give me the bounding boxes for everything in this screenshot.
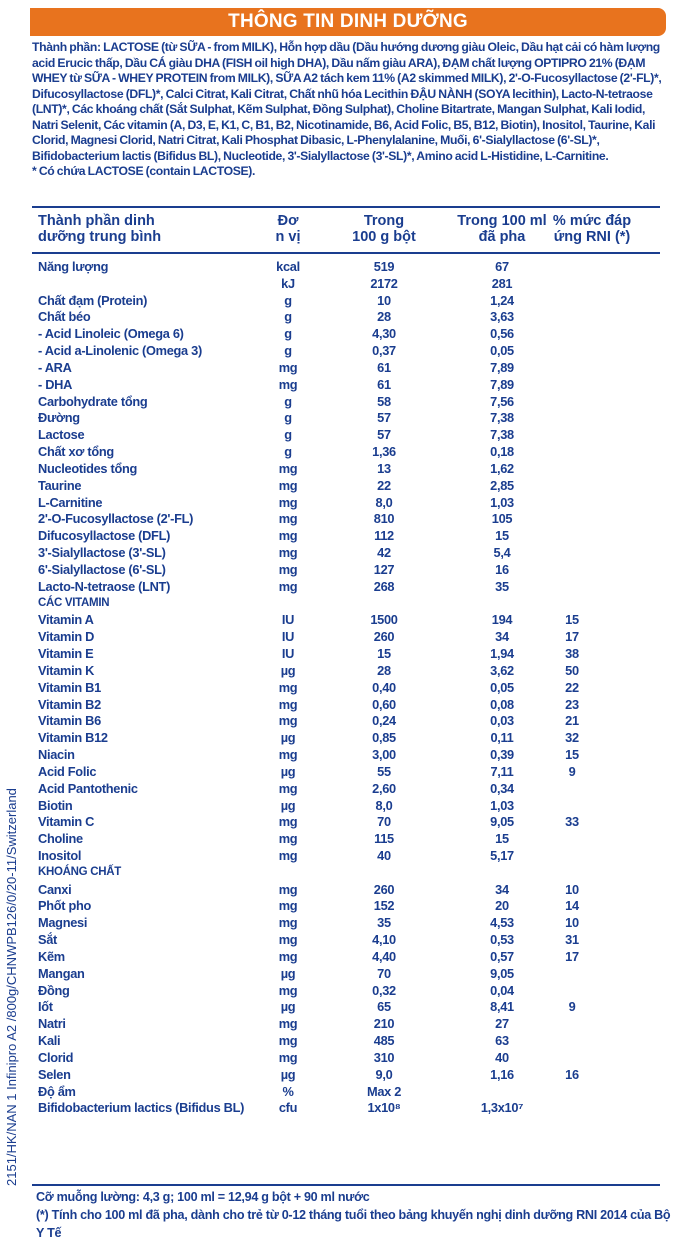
per-100ml-cell: 105 bbox=[491, 511, 513, 527]
unit-cell: g bbox=[284, 343, 292, 359]
nutrient-name: Iốt bbox=[38, 999, 53, 1015]
per-100g-cell: 0,60 bbox=[372, 696, 396, 712]
per-100g-cell: 0,40 bbox=[372, 679, 396, 695]
per-100ml-cell: 15 bbox=[495, 528, 509, 544]
nutrient-name: Clorid bbox=[38, 1049, 74, 1065]
per-100g-cell: 210 bbox=[373, 1016, 395, 1032]
nutrient-name: Chất xơ tổng bbox=[38, 444, 114, 460]
unit-cell: µg bbox=[280, 662, 296, 678]
per-100g-cell: 70 bbox=[377, 965, 391, 981]
rni-cell: 15 bbox=[565, 612, 579, 628]
header-per-100g: Trong 100 g bột bbox=[352, 213, 416, 245]
unit-cell: mg bbox=[278, 511, 298, 527]
unit-cell: cfu bbox=[278, 1100, 298, 1116]
nutrient-name: Difucosyllactose (DFL) bbox=[38, 528, 171, 544]
table-row bbox=[32, 578, 660, 595]
nutrient-name: Phốt pho bbox=[38, 898, 92, 914]
unit-cell: g bbox=[284, 393, 292, 409]
table-row bbox=[32, 544, 660, 561]
per-100g-cell: 40 bbox=[377, 847, 391, 863]
table-row bbox=[32, 1083, 660, 1100]
per-100g-cell: 112 bbox=[374, 528, 394, 544]
nutrient-name: Carbohydrate tổng bbox=[38, 393, 148, 409]
ingredients-block bbox=[32, 40, 668, 180]
per-100ml-cell: 5,17 bbox=[490, 847, 514, 863]
unit-cell: mg bbox=[278, 898, 298, 914]
per-100ml-cell: 0,08 bbox=[490, 696, 514, 712]
nutrient-name: Đồng bbox=[38, 982, 70, 998]
rni-cell: 32 bbox=[565, 730, 579, 746]
nutrient-name: Vitamin C bbox=[38, 814, 95, 830]
per-100g-cell: 260 bbox=[373, 629, 395, 645]
per-100g-cell: 1500 bbox=[370, 612, 398, 628]
per-100g-cell: 4,40 bbox=[372, 948, 396, 964]
per-100g-cell: Max 2 bbox=[366, 1083, 402, 1099]
nutrient-name: Selen bbox=[38, 1066, 71, 1082]
table-row bbox=[32, 998, 660, 1015]
table-row bbox=[32, 645, 660, 662]
table-row bbox=[32, 325, 660, 342]
per-100ml-cell: 15 bbox=[495, 831, 509, 847]
table-row bbox=[32, 443, 660, 460]
table-row bbox=[32, 460, 660, 477]
table-row bbox=[32, 1049, 660, 1066]
per-100g-cell: 0,85 bbox=[372, 730, 396, 746]
nutrient-name: Kali bbox=[38, 1033, 61, 1049]
per-100g-cell: 15 bbox=[377, 646, 391, 662]
table-row bbox=[32, 1015, 660, 1032]
per-100ml-cell: 1,24 bbox=[490, 292, 514, 308]
unit-cell: mg bbox=[278, 847, 298, 863]
table-row bbox=[32, 342, 660, 359]
nutrient-name: 3'-Sialyllactose (3'-SL) bbox=[38, 545, 166, 561]
table-row bbox=[32, 561, 660, 578]
per-100ml-cell: 281 bbox=[491, 275, 513, 291]
unit-cell: mg bbox=[278, 1033, 298, 1049]
table-row bbox=[32, 258, 660, 275]
per-100g-cell: 2,60 bbox=[372, 780, 396, 796]
table-row bbox=[32, 830, 660, 847]
per-100ml-cell: 1,03 bbox=[490, 797, 514, 813]
per-100ml-cell: 1,94 bbox=[490, 646, 514, 662]
nutrient-name: Acid Folic bbox=[38, 763, 97, 779]
unit-cell: mg bbox=[278, 528, 298, 544]
per-100g-cell: 115 bbox=[374, 831, 394, 847]
nutrient-name: - Acid a-Linolenic (Omega 3) bbox=[38, 343, 202, 359]
rni-cell: 22 bbox=[565, 679, 579, 695]
unit-cell: g bbox=[284, 427, 292, 443]
per-100g-cell: 1,36 bbox=[372, 444, 396, 460]
table-row bbox=[32, 679, 660, 696]
per-100ml-cell: 0,39 bbox=[490, 747, 514, 763]
header-rni: % mức đáp ứng RNI (*) bbox=[552, 213, 632, 245]
rni-cell: 16 bbox=[565, 1066, 579, 1082]
nutrient-name: Vitamin B12 bbox=[38, 730, 108, 746]
per-100ml-cell: 0,56 bbox=[490, 326, 514, 342]
table-row bbox=[32, 897, 660, 914]
per-100ml-cell: 0,05 bbox=[490, 679, 514, 695]
per-100ml-cell: 0,03 bbox=[490, 713, 514, 729]
per-100ml-cell: 0,04 bbox=[490, 982, 514, 998]
nutrient-name: CÁC VITAMIN bbox=[38, 596, 110, 609]
per-100ml-cell: 3,62 bbox=[490, 662, 514, 678]
per-100g-cell: 310 bbox=[373, 1049, 395, 1065]
unit-cell: mg bbox=[278, 376, 298, 392]
per-100ml-cell: 34 bbox=[495, 881, 509, 897]
per-100g-cell: 28 bbox=[377, 309, 391, 325]
per-100g-cell: 57 bbox=[377, 427, 391, 443]
per-100ml-cell: 1,03 bbox=[490, 494, 514, 510]
per-100g-cell: 3,00 bbox=[372, 747, 396, 763]
unit-cell: µg bbox=[280, 1066, 296, 1082]
nutrient-name: Choline bbox=[38, 831, 83, 847]
per-100ml-cell: 0,34 bbox=[490, 780, 514, 796]
per-100g-cell: 268 bbox=[373, 578, 395, 594]
section-row bbox=[32, 864, 660, 881]
nutrient-name: Vitamin A bbox=[38, 612, 94, 628]
unit-cell: mg bbox=[278, 1016, 298, 1032]
per-100g-cell: 127 bbox=[373, 561, 395, 577]
nutrient-name: L-Carnitine bbox=[38, 494, 103, 510]
table-row bbox=[32, 628, 660, 645]
table-row bbox=[32, 948, 660, 965]
table-row bbox=[32, 275, 660, 292]
rni-cell: 33 bbox=[565, 814, 579, 830]
unit-cell: mg bbox=[278, 359, 298, 375]
nutrient-name: Taurine bbox=[38, 477, 82, 493]
table-row bbox=[32, 1099, 660, 1116]
per-100ml-cell: 1,16 bbox=[490, 1066, 514, 1082]
unit-cell: g bbox=[284, 309, 292, 325]
table-row bbox=[32, 813, 660, 830]
nutrient-name: 6'-Sialyllactose (6'-SL) bbox=[38, 561, 166, 577]
per-100g-cell: 0,32 bbox=[372, 982, 396, 998]
nutrient-name: Vitamin B2 bbox=[38, 696, 101, 712]
nutrition-banner bbox=[30, 8, 666, 36]
rni-cell: 21 bbox=[565, 713, 579, 729]
unit-cell: mg bbox=[278, 494, 298, 510]
per-100ml-cell: 7,38 bbox=[490, 410, 514, 426]
per-100ml-cell: 8,41 bbox=[490, 999, 514, 1015]
nutrient-name: Vitamin B1 bbox=[38, 679, 101, 695]
per-100g-cell: 0,24 bbox=[372, 713, 396, 729]
unit-cell: IU bbox=[281, 646, 295, 662]
table-row bbox=[32, 662, 660, 679]
per-100ml-cell: 67 bbox=[495, 259, 509, 274]
nutrient-name: Lacto-N-tetraose (LNT) bbox=[38, 578, 171, 594]
per-100g-cell: 65 bbox=[377, 999, 391, 1015]
nutrient-name: Bifidobacterium lactics (Bifidus BL) bbox=[38, 1100, 245, 1116]
nutrient-name: Biotin bbox=[38, 797, 73, 813]
footer bbox=[36, 1184, 672, 1242]
nutrient-name: Acid Pantothenic bbox=[38, 780, 138, 796]
rni-cell: 17 bbox=[565, 629, 579, 645]
nutrient-name: Vitamin E bbox=[38, 646, 94, 662]
rni-cell: 31 bbox=[565, 932, 579, 948]
per-100ml-cell: 16 bbox=[495, 561, 509, 577]
nutrient-name: Natri bbox=[38, 1016, 66, 1032]
per-100g-cell: 260 bbox=[373, 881, 395, 897]
table-row bbox=[32, 477, 660, 494]
banner-title: THÔNG TIN DINH DƯỠNG bbox=[228, 11, 468, 32]
unit-cell: % bbox=[282, 1083, 294, 1099]
nutrient-name: Mangan bbox=[38, 965, 85, 981]
unit-cell: µg bbox=[280, 763, 296, 779]
per-100g-cell: 57 bbox=[377, 410, 391, 426]
nutrient-name: Vitamin B6 bbox=[38, 713, 101, 729]
per-100g-cell: 61 bbox=[377, 376, 391, 392]
rni-cell: 15 bbox=[565, 747, 579, 763]
table-row bbox=[32, 1066, 660, 1083]
per-100ml-cell: 7,56 bbox=[490, 393, 514, 409]
per-100g-cell: 10 bbox=[377, 292, 391, 308]
side-product-code: 2151/HK/NAN 1 Infinipro A2 /800g/CHNWPB126/0/20-11/Switzerland bbox=[4, 788, 19, 1186]
nutrient-name: - DHA bbox=[38, 376, 73, 392]
per-100g-cell: 8,0 bbox=[375, 797, 393, 813]
rni-cell: 9 bbox=[568, 763, 576, 779]
per-100g-cell: 1x10⁸ bbox=[367, 1100, 401, 1116]
per-100g-cell: 0,37 bbox=[372, 343, 396, 359]
unit-cell: mg bbox=[278, 545, 298, 561]
unit-cell: µg bbox=[280, 730, 296, 746]
nutrient-name: Sắt bbox=[38, 932, 58, 948]
nutrient-name: - ARA bbox=[38, 359, 72, 375]
per-100g-cell: 4,10 bbox=[372, 932, 396, 948]
table-header bbox=[32, 208, 660, 252]
unit-cell: mg bbox=[278, 1049, 298, 1065]
per-100g-cell: 70 bbox=[377, 814, 391, 830]
table-row bbox=[32, 292, 660, 309]
per-100g-cell: 35 bbox=[377, 915, 391, 931]
per-100ml-cell: 7,89 bbox=[490, 376, 514, 392]
table-row bbox=[32, 965, 660, 982]
unit-cell: mg bbox=[278, 915, 298, 931]
unit-cell: g bbox=[284, 410, 292, 426]
unit-cell: µg bbox=[280, 999, 296, 1015]
table-row bbox=[32, 982, 660, 999]
per-100ml-cell: 40 bbox=[495, 1049, 509, 1065]
nutrient-name: Chất béo bbox=[38, 309, 91, 325]
rni-footnote: (*) Tính cho 100 ml đã pha, dành cho trẻ từ 0-12 tháng tuổi theo bảng khuyến nghị dinh dưỡng RNI 2014 của Bộ Y Tế bbox=[36, 1208, 671, 1240]
per-100ml-cell: 0,57 bbox=[490, 948, 514, 964]
per-100ml-cell: 2,85 bbox=[490, 477, 514, 493]
table-row bbox=[32, 1032, 660, 1049]
per-100ml-cell: 9,05 bbox=[490, 814, 514, 830]
unit-cell: g bbox=[284, 326, 292, 342]
ingredients-text: Thành phần: LACTOSE (từ SỮA - from MILK), Hỗn hợp dầu (Dầu hướng dương giàu Oleic, Dầu hạt cải có hàm lượng acid Erucic thấp, Dầu CÁ giàu DHA (FISH oil high DHA), Dầu nấm giàu ARA), ĐẠM chất lượng OPTIPRO 21% (ĐẠM WHEY từ SỮA - WHEY PROTEIN from MILK), SỮA A2 tách kem 11% (A2 skimmed MILK), 2'-O-Fucosyllactose (2'-FL)*, Difucosyllactose (DFL)*, Calci Citrat, Kali Citrat, Chất nhũ hóa Lecithin ĐẬU NÀNH (SOYA lecithin), Lacto-N-tetraose (LNT)*, Các khoáng chất (Sắt Sulphat, Kẽm Sulphat, Đồng Sulphat), Choline Bitartrate, Mangan Sulphat, Kali Iodid, Natri Selenit, Các vitamin (A, D3, E, K1, C, B1, B2, Nicotinamide, B6, Acid Folic, B5, B12, Biotin), Inositol, Taurine, Kali Clorid, Magnesi Clorid, Natri Citrat, Kali Phosphat Dibasic, L-Phenylalanine, Muối, 6'-Sialyllactose (6'-SL)*, Bifidobacterium lactis (Bifidus BL), Nucleotide, 3'-Sialyllactose (3'-SL)*, Amino acid L-Histidine, L-Carnitine. bbox=[32, 40, 662, 163]
nutrient-name: - Acid Linoleic (Omega 6) bbox=[38, 326, 184, 342]
nutrient-name: Kẽm bbox=[38, 948, 65, 964]
per-100ml-cell: 7,38 bbox=[490, 427, 514, 443]
unit-cell: kJ bbox=[281, 275, 295, 291]
unit-cell: mg bbox=[278, 696, 298, 712]
table-row bbox=[32, 931, 660, 948]
per-100g-cell: 61 bbox=[377, 359, 391, 375]
table-row bbox=[32, 376, 660, 393]
unit-cell: mg bbox=[278, 814, 298, 830]
nutrient-name: Magnesi bbox=[38, 915, 88, 931]
unit-cell: mg bbox=[278, 561, 298, 577]
table-row bbox=[32, 393, 660, 410]
rni-cell: 10 bbox=[565, 915, 579, 931]
per-100g-cell: 58 bbox=[377, 393, 391, 409]
per-100ml-cell: 34 bbox=[495, 629, 509, 645]
unit-cell: mg bbox=[278, 713, 298, 729]
unit-cell: mg bbox=[278, 932, 298, 948]
unit-cell: mg bbox=[278, 578, 298, 594]
table-row bbox=[32, 746, 660, 763]
per-100ml-cell: 35 bbox=[495, 578, 509, 594]
unit-cell: IU bbox=[281, 629, 295, 645]
table-row bbox=[32, 881, 660, 898]
unit-cell: µg bbox=[280, 965, 296, 981]
rni-cell: 9 bbox=[568, 999, 576, 1015]
unit-cell: mg bbox=[278, 679, 298, 695]
per-100ml-cell: 7,89 bbox=[490, 359, 514, 375]
serving-size: Cỡ muỗng lường: 4,3 g; 100 ml = 12,94 g bột + 90 ml nước bbox=[36, 1190, 370, 1204]
header-per-100ml: Trong 100 ml đã pha bbox=[457, 213, 547, 245]
rni-cell: 17 bbox=[565, 948, 579, 964]
per-100ml-cell: 7,11 bbox=[490, 763, 514, 779]
table-row bbox=[32, 914, 660, 931]
table-row bbox=[32, 510, 660, 527]
nutrient-name: Đường bbox=[38, 410, 80, 426]
header-unit: Đơ n vị bbox=[275, 213, 301, 245]
rni-cell: 50 bbox=[565, 662, 579, 678]
per-100g-cell: 2172 bbox=[370, 275, 398, 291]
unit-cell: mg bbox=[278, 948, 298, 964]
per-100g-cell: 22 bbox=[377, 477, 391, 493]
per-100g-cell: 4,30 bbox=[372, 326, 396, 342]
table-row bbox=[32, 763, 660, 780]
per-100ml-cell: 0,05 bbox=[490, 343, 514, 359]
nutrient-name: Năng lượng bbox=[38, 259, 109, 274]
nutrient-name: Canxi bbox=[38, 881, 72, 897]
rni-cell: 38 bbox=[565, 646, 579, 662]
per-100ml-cell: 63 bbox=[495, 1033, 509, 1049]
unit-cell: kcal bbox=[276, 259, 300, 274]
per-100g-cell: 8,0 bbox=[375, 494, 393, 510]
per-100ml-cell: 1,62 bbox=[490, 460, 514, 476]
table-row bbox=[32, 527, 660, 544]
table-header-rule bbox=[32, 252, 660, 254]
per-100ml-cell: 4,53 bbox=[490, 915, 514, 931]
table-row bbox=[32, 359, 660, 376]
unit-cell: mg bbox=[278, 780, 298, 796]
per-100g-cell: 9,0 bbox=[375, 1066, 393, 1082]
table-row bbox=[32, 308, 660, 325]
per-100g-cell: 152 bbox=[373, 898, 395, 914]
per-100ml-cell: 194 bbox=[491, 612, 513, 628]
rni-cell: 23 bbox=[565, 696, 579, 712]
nutrient-name: Niacin bbox=[38, 747, 75, 763]
per-100g-cell: 13 bbox=[377, 460, 391, 476]
per-100g-cell: 810 bbox=[373, 511, 395, 527]
nutrient-name: Chất đạm (Protein) bbox=[38, 292, 148, 308]
per-100ml-cell: 0,53 bbox=[490, 932, 514, 948]
section-row bbox=[32, 595, 660, 612]
nutrient-name: Độ ẩm bbox=[38, 1083, 76, 1099]
per-100ml-cell: 1,3x10⁷ bbox=[480, 1100, 524, 1116]
per-100ml-cell: 9,05 bbox=[490, 965, 514, 981]
per-100g-cell: 55 bbox=[377, 763, 391, 779]
nutrient-name: Vitamin K bbox=[38, 662, 95, 678]
unit-cell: mg bbox=[278, 881, 298, 897]
per-100ml-cell: 0,18 bbox=[490, 444, 514, 460]
lactose-note: * Có chứa LACTOSE (contain LACTOSE). bbox=[32, 164, 256, 178]
per-100g-cell: 42 bbox=[377, 545, 391, 561]
table-row bbox=[32, 494, 660, 511]
unit-cell: mg bbox=[278, 831, 298, 847]
header-name: Thành phần dinh dưỡng trung bình bbox=[38, 213, 162, 245]
nutrient-name: KHOÁNG CHẤT bbox=[38, 865, 121, 878]
rni-cell: 14 bbox=[565, 898, 579, 914]
per-100ml-cell: 0,11 bbox=[490, 730, 514, 746]
unit-cell: g bbox=[284, 444, 292, 460]
nutrition-table bbox=[32, 206, 660, 1116]
per-100ml-cell: 5,4 bbox=[493, 545, 511, 561]
table-row bbox=[32, 611, 660, 628]
table-row bbox=[32, 409, 660, 426]
unit-cell: g bbox=[284, 292, 292, 308]
rni-cell: 10 bbox=[565, 881, 579, 897]
unit-cell: mg bbox=[278, 982, 298, 998]
unit-cell: µg bbox=[280, 797, 296, 813]
per-100g-cell: 519 bbox=[373, 259, 395, 274]
nutrient-name: Nucleotides tổng bbox=[38, 460, 137, 476]
per-100ml-cell: 27 bbox=[495, 1016, 509, 1032]
table-row bbox=[32, 847, 660, 864]
table-row bbox=[32, 426, 660, 443]
unit-cell: mg bbox=[278, 747, 298, 763]
nutrient-name: 2'-O-Fucosyllactose (2'-FL) bbox=[38, 511, 194, 527]
per-100g-cell: 28 bbox=[377, 662, 391, 678]
unit-cell: mg bbox=[278, 460, 298, 476]
per-100ml-cell: 3,63 bbox=[490, 309, 514, 325]
table-row bbox=[32, 729, 660, 746]
per-100ml-cell: 20 bbox=[495, 898, 509, 914]
footer-rule bbox=[32, 1184, 660, 1186]
table-row bbox=[32, 712, 660, 729]
table-body bbox=[32, 258, 660, 1116]
table-row bbox=[32, 797, 660, 814]
nutrient-name: Vitamin D bbox=[38, 629, 95, 645]
table-row bbox=[32, 696, 660, 713]
table-row bbox=[32, 780, 660, 797]
nutrient-name: Lactose bbox=[38, 427, 85, 443]
nutrient-name: Inositol bbox=[38, 847, 82, 863]
per-100g-cell: 485 bbox=[373, 1033, 395, 1049]
unit-cell: IU bbox=[281, 612, 295, 628]
unit-cell: mg bbox=[278, 477, 298, 493]
